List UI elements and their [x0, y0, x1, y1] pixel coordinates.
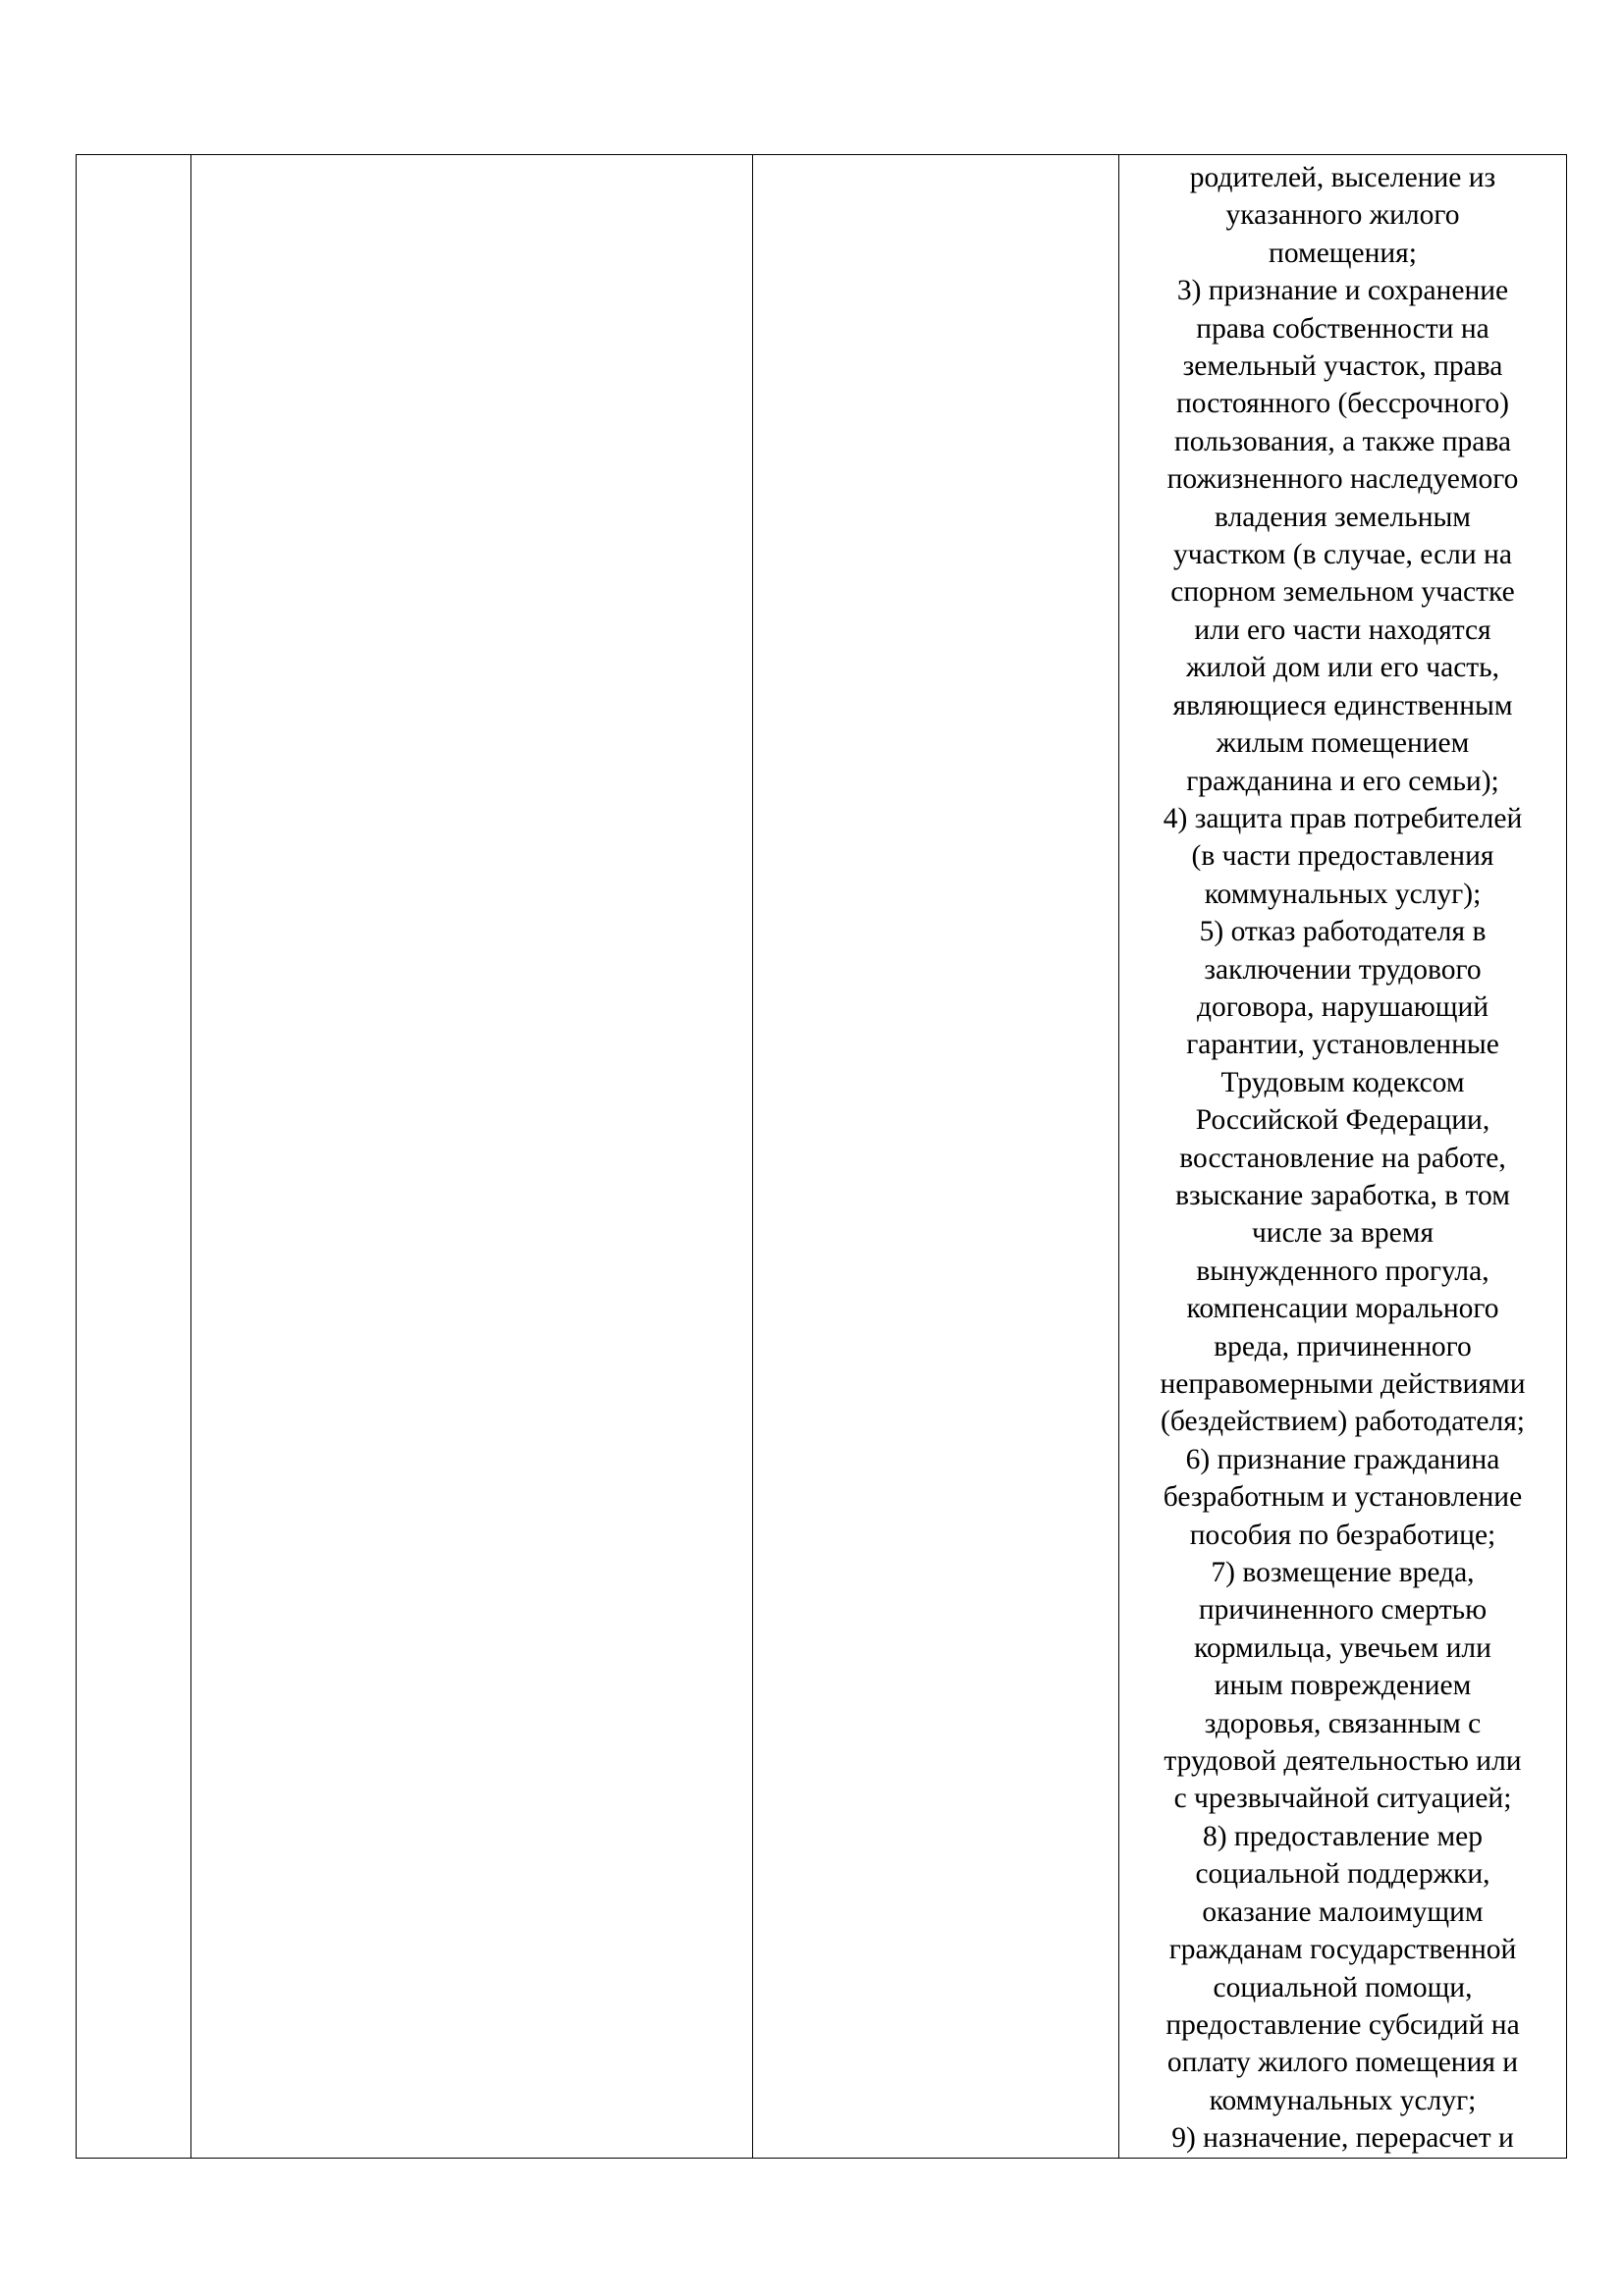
text-line: гарантии, установленные — [1186, 1029, 1499, 1061]
text-line: восстановление на работе, — [1179, 1142, 1506, 1174]
text-line: (в части предоставления — [1191, 840, 1494, 873]
text-line: вреда, причиненного — [1214, 1330, 1472, 1362]
text-line: заключении трудового — [1204, 953, 1482, 986]
text-line: коммунальных услуг; — [1209, 2084, 1477, 2116]
text-line: спорном земельном участке — [1170, 576, 1515, 609]
text-line: с чрезвычайной ситуацией; — [1173, 1783, 1512, 1815]
text-line: Трудовым кодексом — [1220, 1066, 1465, 1098]
text-line: гражданина и его семьи); — [1186, 765, 1499, 797]
text-line: (бездействием) работодателя; — [1161, 1406, 1525, 1438]
text-line: кормильца, увечьем или — [1194, 1631, 1491, 1664]
cell-category — [753, 155, 1119, 2159]
text-line: безработным и установление — [1163, 1481, 1523, 1514]
text-line: 3) признание и сохранение — [1176, 275, 1509, 307]
text-line: участком (в случае, если на — [1173, 539, 1512, 571]
text-line: 4) защита прав потребителей — [1163, 802, 1523, 834]
text-line: взыскание заработка, в том — [1175, 1179, 1510, 1211]
text-line: оплату жилого помещения и — [1166, 2047, 1519, 2079]
text-line: предоставление субсидий на — [1165, 2008, 1520, 2041]
text-line: неправомерными действиями — [1160, 1368, 1526, 1400]
text-line: компенсации морального — [1186, 1293, 1499, 1325]
text-line: 6) признание гражданина — [1185, 1443, 1500, 1475]
text-line: пожизненного наследуемого — [1166, 463, 1519, 496]
text-line: помещения; — [1269, 237, 1417, 269]
text-line: причиненного смертью — [1198, 1594, 1488, 1627]
text-line: являющиеся единственным — [1172, 689, 1513, 721]
description-text — [1119, 155, 1566, 2158]
text-line: родителей, выселение из — [1189, 162, 1496, 193]
text-line: владения земельным — [1215, 501, 1471, 533]
text-line: трудовой деятельностью или — [1164, 1745, 1522, 1778]
text-line: гражданам государственной — [1168, 1934, 1517, 1966]
text-line: 9) назначение, перерасчет и — [1171, 2122, 1514, 2155]
document-table — [76, 154, 1567, 2159]
text-line: 8) предоставление мер — [1202, 1820, 1484, 1852]
text-line: Российской Федерации, — [1195, 1104, 1490, 1137]
text-line: социальной поддержки, — [1195, 1858, 1490, 1891]
text-line: постоянного (бессрочного) — [1176, 388, 1509, 420]
text-line: здоровья, связанным с — [1204, 1707, 1482, 1739]
text-line: договора, нарушающий — [1196, 990, 1489, 1023]
text-line: указанного жилого — [1225, 199, 1460, 232]
text-line: вынужденного прогула, — [1196, 1255, 1489, 1287]
text-line: оказание малоимущим — [1202, 1896, 1484, 1928]
cell-name — [191, 155, 753, 2159]
cell-number — [77, 155, 191, 2159]
text-line: коммунальных услуг); — [1204, 878, 1482, 910]
text-line: права собственности на — [1196, 312, 1489, 345]
text-line: жилой дом или его часть, — [1185, 652, 1500, 684]
text-line: социальной помощи, — [1213, 1971, 1473, 2003]
text-line: 7) возмещение вреда, — [1211, 1557, 1475, 1589]
text-line: иным повреждением — [1214, 1670, 1472, 1702]
text-line: или его части находятся — [1194, 614, 1491, 646]
table-row — [77, 155, 1567, 2159]
text-line: пользования, а также права — [1174, 425, 1511, 457]
text-line: жилым помещением — [1216, 727, 1470, 760]
text-line: 5) отказ работодателя в — [1199, 916, 1487, 948]
text-line: числе за время — [1251, 1217, 1435, 1250]
cell-description — [1119, 155, 1567, 2159]
text-line: пособия по безработице; — [1189, 1519, 1496, 1551]
text-line: земельный участок, права — [1182, 350, 1503, 383]
